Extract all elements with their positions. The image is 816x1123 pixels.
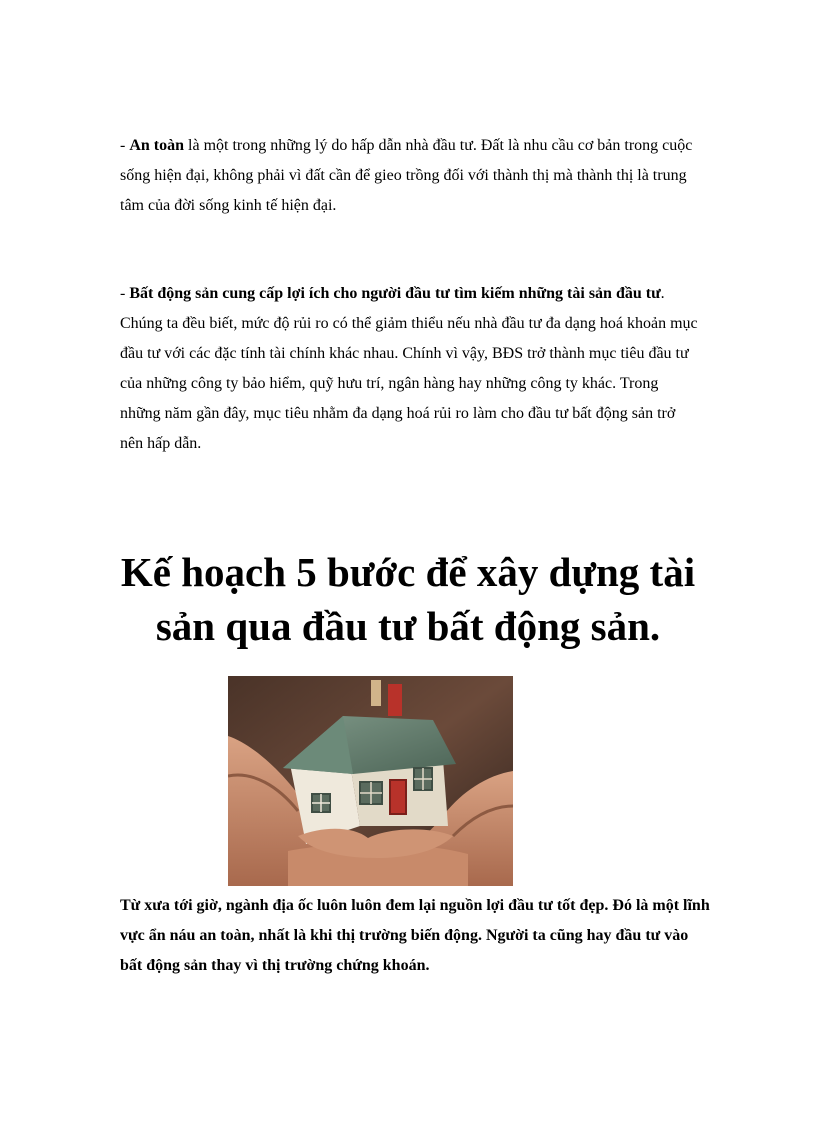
paragraph-safety — [120, 131, 700, 221]
paragraph-benefits — [120, 279, 700, 459]
paragraph-benefits-bold-lead: Bất động sản cung cấp lợi ích cho người đầu tư tìm kiếm những tài sản đầu tư — [129, 285, 661, 302]
section-heading — [60, 545, 756, 653]
house-in-hands-image — [228, 676, 513, 886]
section-heading-line-2: sản qua đầu tư bất động sản. — [155, 603, 661, 649]
paragraph-safety-body: là một trong những lý do hấp dẫn nhà đầu tư. Đất là nhu cầu cơ bản trong cuộc sống hiện đại, không phải vì đất cần để gieo trồng đối với thành thị mà thành thị là trung tâm của đời sống kinh tế hiện đại. — [120, 137, 693, 214]
paragraph-benefits-prefix: - — [120, 285, 130, 302]
section-heading-line-1: Kế hoạch 5 bước để xây dựng tài — [120, 549, 696, 595]
paragraph-benefits-body: . Chúng ta đều biết, mức độ rủi ro có thể giảm thiểu nếu nhà đầu tư đa dạng hoá khoản mục đầu tư với các đặc tính tài chính khác nhau. Chính vì vậy, BĐS trở thành mục tiêu đầu tư của những công ty bảo hiểm, quỹ hưu trí, ngân hàng hay những công ty khác. Trong những năm gần đây, mục tiêu nhằm đa dạng hoá rủi ro làm cho đầu tư bất động sản trở nên hấp dẫn. — [120, 285, 698, 452]
paragraph-intro-bold: Từ xưa tới giờ, ngành địa ốc luôn luôn đem lại nguồn lợi đầu tư tốt đẹp. Đó là một lĩnh vực ẩn náu an toàn, nhất là khi thị trường biến động. Người ta cũng hay đầu tư vào bất động sản thay vì thị trường chứng khoán. — [120, 897, 710, 974]
paragraph-safety-prefix: - — [120, 137, 130, 154]
paragraph-safety-bold-lead: An toàn — [129, 137, 185, 154]
